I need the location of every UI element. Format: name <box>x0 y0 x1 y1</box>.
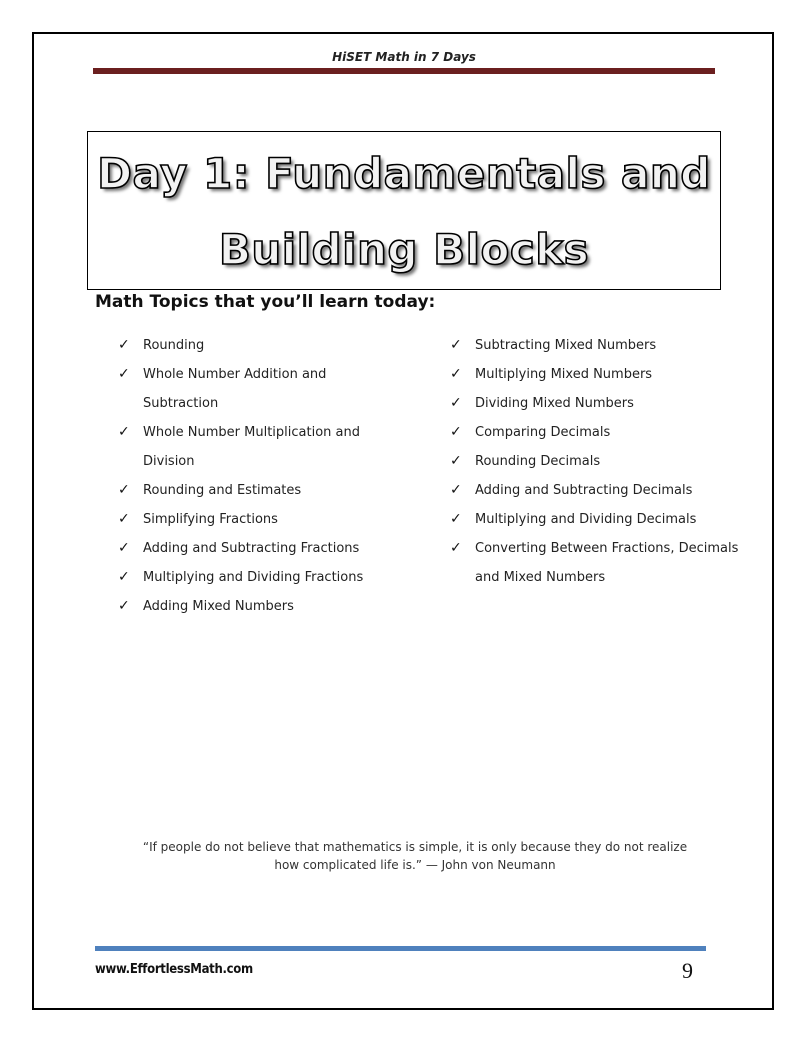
footer-rule <box>95 946 706 951</box>
chapter-title-line-1: Day 1: Fundamentals and <box>97 149 711 198</box>
topic-item <box>118 360 398 418</box>
topic-label: Subtracting Mixed Numbers <box>475 338 657 353</box>
check-icon: ✓ <box>450 366 462 382</box>
topic-item <box>118 331 398 360</box>
topic-label: Adding and Subtracting Decimals <box>475 483 693 498</box>
topic-list-left <box>118 331 398 621</box>
topic-item <box>118 563 398 592</box>
topic-item <box>118 534 398 563</box>
check-icon: ✓ <box>118 569 130 585</box>
topic-label: Dividing Mixed Numbers <box>475 396 634 411</box>
topic-item <box>450 534 740 592</box>
topic-label: Adding and Subtracting Fractions <box>143 541 360 556</box>
check-icon: ✓ <box>118 482 130 498</box>
topic-item <box>118 418 398 476</box>
check-icon: ✓ <box>450 511 462 527</box>
topic-item <box>450 418 740 447</box>
topic-label: Multiplying and Dividing Fractions <box>143 570 364 585</box>
topic-label: Simplifying Fractions <box>143 512 278 527</box>
topic-item <box>118 592 398 621</box>
check-icon: ✓ <box>450 540 462 556</box>
check-icon: ✓ <box>118 598 130 614</box>
topic-item <box>118 505 398 534</box>
check-icon: ✓ <box>118 511 130 527</box>
topic-item <box>450 389 740 418</box>
topic-list-right <box>450 331 740 592</box>
check-icon: ✓ <box>450 482 462 498</box>
topic-item <box>450 476 740 505</box>
topic-label: Multiplying Mixed Numbers <box>475 367 653 382</box>
chapter-title-line-2: Building Blocks <box>218 225 590 274</box>
check-icon: ✓ <box>450 337 462 353</box>
chapter-title-box <box>87 131 721 290</box>
check-icon: ✓ <box>118 337 130 353</box>
topic-item <box>450 447 740 476</box>
topic-label: Converting Between Fractions, Decimals and Mixed Numbers <box>475 541 739 585</box>
topic-label: Whole Number Multiplication and Division <box>143 425 361 469</box>
quote: “If people do not believe that mathematics is simple, it is only because they do not realize how complicated life is.” — John von Neumann <box>142 840 688 872</box>
footer-website: www.EffortlessMath.com <box>95 962 253 977</box>
topic-item <box>450 360 740 389</box>
topic-label: Comparing Decimals <box>475 425 611 440</box>
topic-item <box>118 476 398 505</box>
topic-label: Multiplying and Dividing Decimals <box>475 512 697 527</box>
topics-heading: Math Topics that you’ll learn today: <box>95 292 436 312</box>
topic-label: Whole Number Addition and Subtraction <box>143 367 327 411</box>
topic-item <box>450 331 740 360</box>
check-icon: ✓ <box>450 424 462 440</box>
running-header: HiSET Math in 7 Days <box>332 50 476 64</box>
check-icon: ✓ <box>450 395 462 411</box>
check-icon: ✓ <box>450 453 462 469</box>
check-icon: ✓ <box>118 424 130 440</box>
topic-label: Adding Mixed Numbers <box>143 599 294 614</box>
topic-label: Rounding <box>143 338 205 353</box>
topic-label: Rounding Decimals <box>475 454 601 469</box>
topic-label: Rounding and Estimates <box>143 483 302 498</box>
check-icon: ✓ <box>118 540 130 556</box>
check-icon: ✓ <box>118 366 130 382</box>
header-rule <box>93 68 715 74</box>
page-number: 9 <box>682 958 693 983</box>
topic-item <box>450 505 740 534</box>
